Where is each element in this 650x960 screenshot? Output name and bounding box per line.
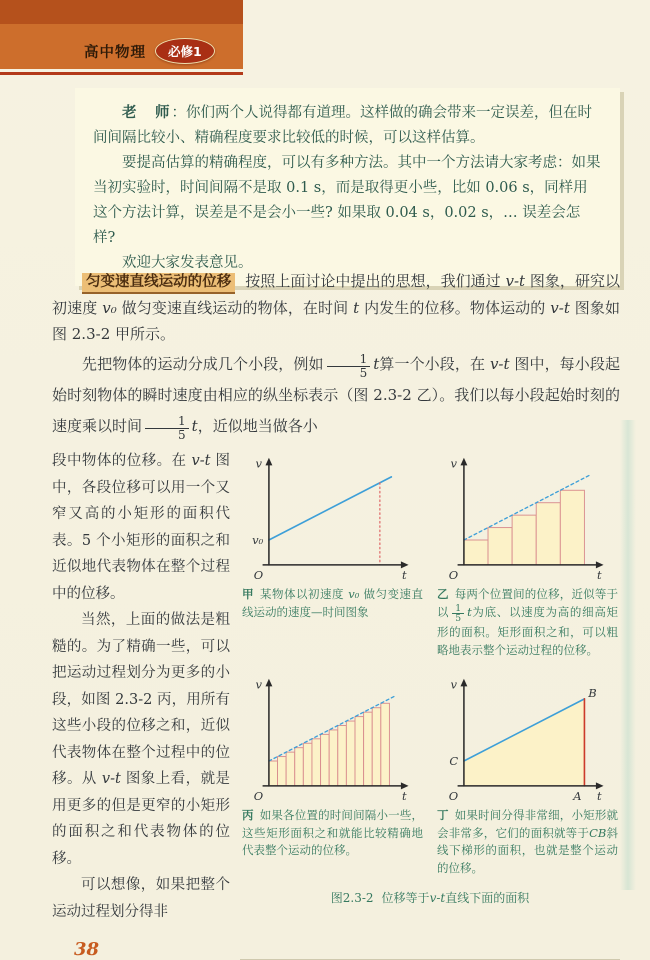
svg-text:t: t <box>596 568 602 583</box>
math-run: CB <box>589 825 607 840</box>
svg-text:B: B <box>587 686 597 701</box>
text-run: 图中，各段位移可以用一个又窄又高的小矩形的面积代表。5 个小矩形的面积之和近似地代表物体在整个过程中的位移。 <box>52 453 231 602</box>
paragraph-continuation <box>52 448 230 607</box>
math-run: v₀ <box>348 587 360 601</box>
svg-text:t: t <box>596 789 602 804</box>
module-badge: 必修1 <box>155 38 215 64</box>
svg-text:v: v <box>255 677 262 692</box>
svg-text:v: v <box>450 456 457 471</box>
text-run: 斜线下梯形的面积，也就是整个运动的位移。 <box>437 825 619 875</box>
caption-ding <box>437 807 618 877</box>
svg-text:O: O <box>253 789 263 804</box>
math-run: v-t <box>489 355 510 373</box>
caption-tag: 乙 <box>437 587 449 601</box>
main-content <box>52 268 620 960</box>
math-run: t <box>191 417 198 435</box>
fraction <box>327 353 371 379</box>
text-run: 当然，上面的做法是粗糙的。为了精确一些，可以把运动过程划分为更多的小段，如图 2.3-2 丙，用所有这些小段的位移之和，近似代表物体在整个过程中的位移。从 <box>52 612 230 787</box>
svg-text:v: v <box>255 456 262 471</box>
page-header <box>0 0 243 72</box>
svg-text:v₀: v₀ <box>251 532 263 547</box>
fraction <box>145 415 189 441</box>
text-run: 内发生的位移。物体运动的 <box>359 299 551 317</box>
left-text-column <box>52 448 230 960</box>
text-run: 算一个小段，在 <box>379 355 490 373</box>
text-run: 做匀变速直线运动的物体，在时间 <box>116 299 354 317</box>
svg-text:v: v <box>450 677 457 692</box>
text-run: 图象上看，就是用更多的但是更窄的小矩形的面积之和代表物体的位移。 <box>52 771 231 867</box>
svg-text:C: C <box>448 753 458 768</box>
text-run: 每两个位置间的位移，近似等于以 <box>437 587 619 619</box>
svg-text:t: t <box>401 568 407 583</box>
math-run: t <box>353 299 360 317</box>
dialogue-paragraph <box>93 100 602 151</box>
text-run: 先把物体的运动分成几个小段，例如 <box>82 355 324 373</box>
caption-tag: 丙 <box>242 808 254 823</box>
math-run: v-t <box>191 453 211 469</box>
caption-yi <box>437 586 618 659</box>
figure-2-3-2 <box>240 448 620 960</box>
text-run: 按照上面讨论中提出的思想，我们通过 <box>245 272 506 290</box>
section-heading: 匀变速直线运动的位移 <box>82 273 235 294</box>
svg-text:t: t <box>401 789 407 804</box>
math-run: v-t <box>429 891 446 906</box>
page-number: 38 <box>74 939 100 960</box>
text-run: 图中，每小段起始时刻物体的瞬时速度由相应的纵坐标表示（图 2.3-2 乙）。我们以每小段起始时刻的速度乘以时间 <box>52 355 620 435</box>
svg-text:O: O <box>448 568 458 583</box>
text-run: 如果时间分得非常细，小矩形就会非常多，它们的面积就等于 <box>437 808 619 840</box>
header-title-group <box>84 38 215 64</box>
svg-text:A: A <box>572 789 582 804</box>
dialogue-box <box>75 88 620 286</box>
graph-jia-vt-line <box>244 452 422 584</box>
graph-ding-trapezoid <box>439 673 617 805</box>
speaker-label: 老 师 <box>122 104 172 121</box>
dialogue-paragraph: 欢迎大家发表意见。 <box>122 255 253 271</box>
math-run: v-t <box>550 299 570 317</box>
text-run: ，近似地当做各小 <box>197 417 318 435</box>
text-run: ：你们两个人说得都有道理。这样做的确会带来一定误差，但在时间间隔比较小、精确程度要求比较低的时候，可以这样估算。 <box>93 105 592 146</box>
text-run: 直线下面的面积 <box>445 891 530 906</box>
text-run: 图象，研究以初速度 <box>52 272 620 317</box>
math-run: t <box>467 604 472 619</box>
math-run: v₀ <box>102 299 117 317</box>
fraction-denominator: 5 <box>359 365 368 380</box>
caption-tag: 丁 <box>437 808 449 823</box>
figure-grid <box>240 448 620 887</box>
page-edge-shading <box>620 420 636 890</box>
text-run: 图象如图 2.3-2 甲所示。 <box>52 299 620 343</box>
math-run: v-t <box>505 272 526 290</box>
svg-text:O: O <box>253 568 263 583</box>
dialogue-paragraph: 要提高估算的精确程度，可以有多种方法。其中一个方法请大家考虑：如果当初实验时，时间间隔不是取 0.1 s，而是取得更小些，比如 0.06 s，同样用这个方法计算，误差是不是会小一些? 如果取 0.04 s，0.02 s，… 误差会怎样? <box>93 155 601 246</box>
figure-title <box>240 889 620 906</box>
svg-text:O: O <box>448 789 458 804</box>
math-run: t <box>373 355 380 373</box>
text-run: 位移等于 <box>381 891 430 906</box>
text-run: 如果各位置的时间间隔小一些，这些矩形面积之和就能比较精确地代表整个运动的位移。 <box>242 808 424 858</box>
section-paragraph-1 <box>52 268 620 347</box>
fraction-denominator: 5 <box>178 427 186 442</box>
paragraph-4: 可以想像，如果把整个运动过程划分得非 <box>52 877 230 920</box>
fraction-numerator: 1 <box>452 604 464 615</box>
graph-yi-five-bars <box>439 452 617 584</box>
graph-bing-many-bars <box>244 673 422 805</box>
fraction-denominator: 5 <box>455 613 462 625</box>
text-run: 段中物体的位移。在 <box>52 453 192 469</box>
course-title: 高中物理 <box>84 44 146 61</box>
figure-label: 图2.3-2 <box>330 891 374 906</box>
caption-bing <box>242 807 423 877</box>
fraction-numerator: 1 <box>145 415 189 429</box>
math-run: v-t <box>101 771 121 787</box>
caption-jia <box>242 586 423 659</box>
caption-tag: 甲 <box>242 587 255 601</box>
fraction <box>452 604 464 624</box>
fraction-numerator: 1 <box>327 353 371 367</box>
paragraph-3 <box>52 607 230 872</box>
text-run: 做匀变速直线运动的速度—时间图象 <box>242 587 424 619</box>
section-paragraph-2 <box>52 349 620 442</box>
text-run: 为底、以速度为高的细高矩形的面积。矩形面积之和，可以粗略地表示整个运动过程的位移。 <box>437 604 619 657</box>
two-column-area <box>52 448 620 960</box>
text-run: 某物体以初速度 <box>260 587 349 601</box>
